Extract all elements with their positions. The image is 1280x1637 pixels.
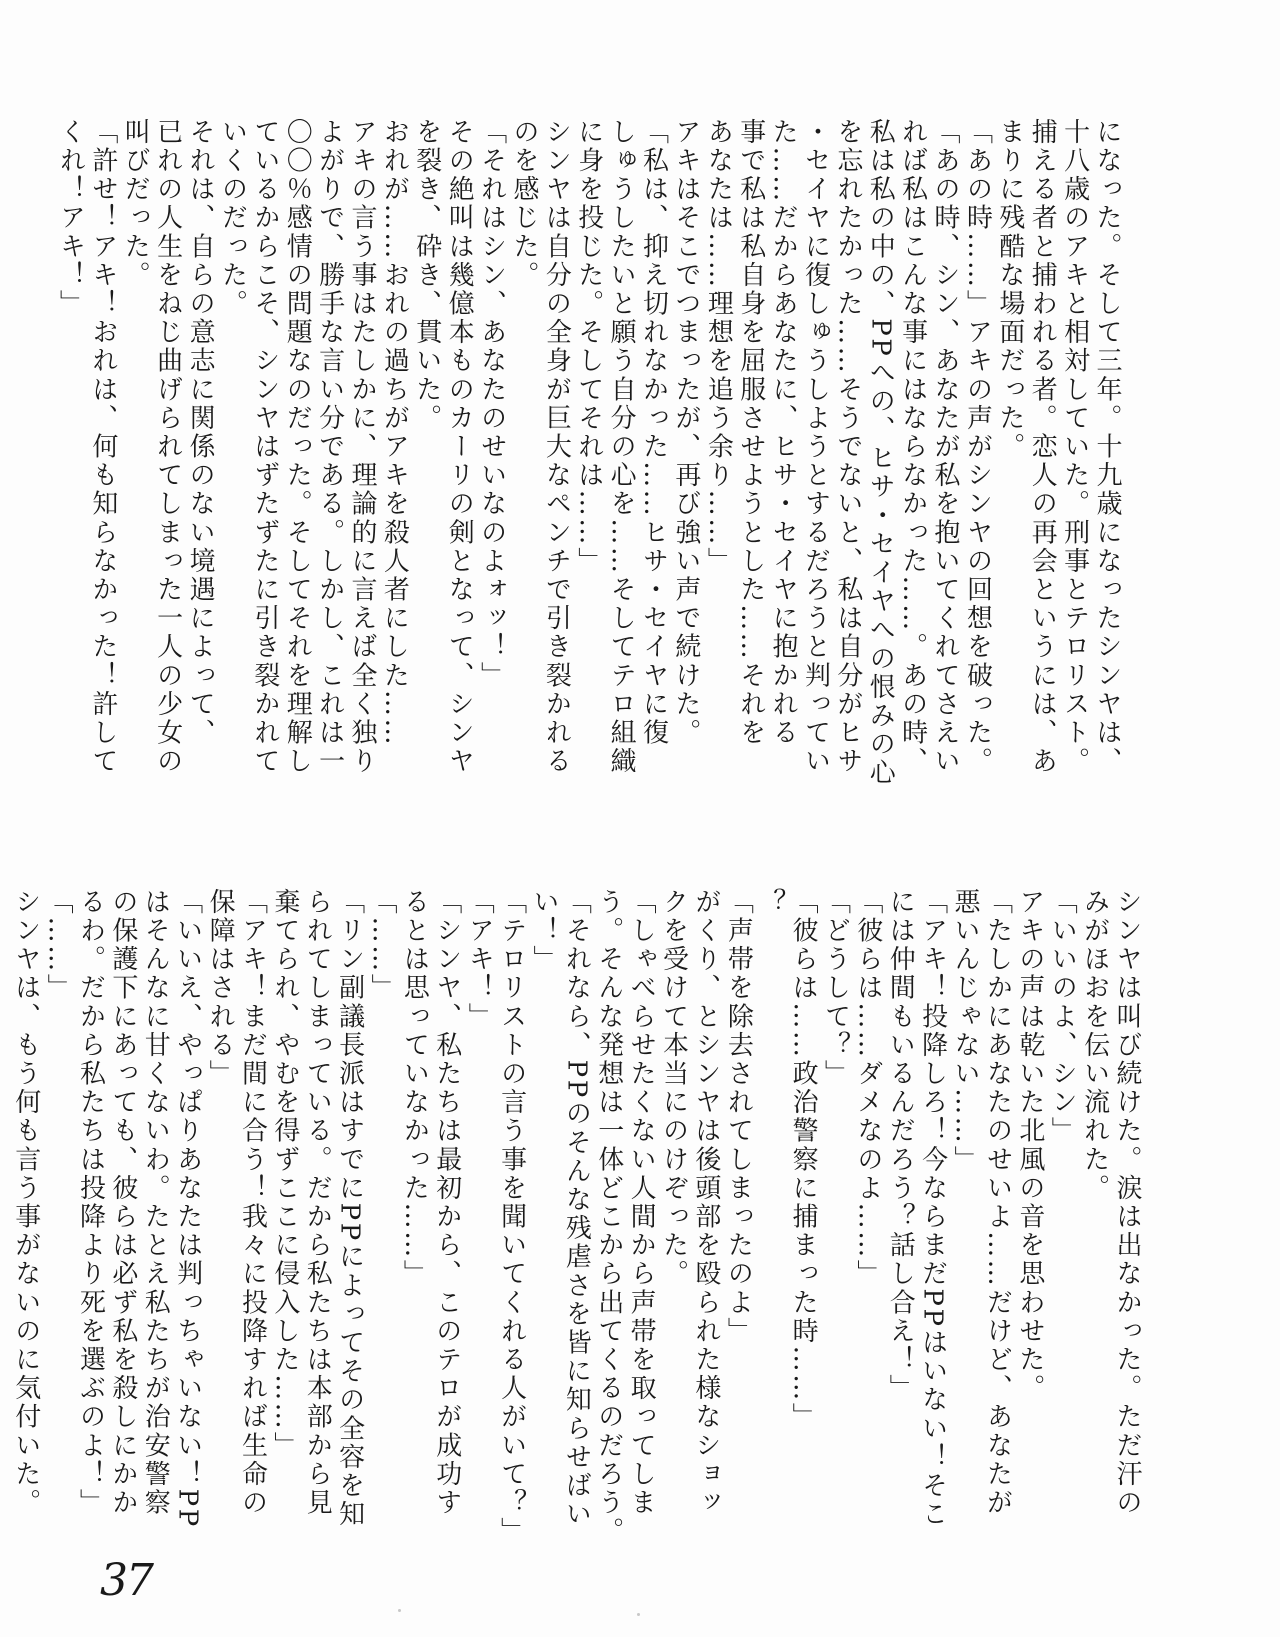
text-column: 「いいのよ、シン」 (1047, 888, 1078, 1146)
text-column: 「許せ！アキ！おれは、何も知らなかった！許して (87, 118, 118, 776)
text-column: を裂き、砕き、貫いた。 (411, 118, 442, 433)
scan-speck (637, 1613, 640, 1616)
text-column: 〇〇％感情の問題なのだった。そしてそれを理解し (282, 118, 313, 776)
text-column: アキの声は乾いた北風の音を思わせた。 (1014, 888, 1045, 1403)
text-column: 「たしかにあなたのせいよ……だけど、あなたが (982, 888, 1013, 1518)
text-column: 「リン副議長派はすでにPPによってその全容を知 (334, 888, 365, 1529)
text-column: がくり、とシンヤは後頭部を殴られた様なショッ (690, 888, 721, 1518)
text-column: られてしまっている。だから私たちは本部から見 (302, 888, 333, 1518)
text-column: シンヤは自分の全身が巨大なペンチで引き裂かれる (541, 118, 572, 776)
text-column: その絶叫は幾億本ものカーリの剣となって、シンヤ (444, 118, 475, 776)
text-column: はそんなに甘くないわ。たとえ私たちが治安警察 (140, 888, 171, 1518)
text-column: 捕える者と捕われる者。恋人の再会というには、あ (1027, 118, 1058, 776)
page-number: 37 (100, 1555, 152, 1606)
text-column: 悪いんじゃない……」 (950, 888, 981, 1174)
text-column: ・セイヤに復しゅうしようとするだろうと判ってい (800, 118, 831, 776)
top-text-block (55, 118, 1122, 808)
text-column: 「彼らは……ダメなのよ……」 (852, 888, 883, 1289)
text-column: みがほおを伝い流れた。 (1079, 888, 1110, 1203)
text-column: 事で私は私自身を屈服させようとした……それを (735, 118, 766, 748)
text-column: の保護下にあっても、彼らは必ず私を殺しにかか (107, 888, 138, 1518)
text-column: 「あの時……」アキの声がシンヤの回想を破った。 (962, 118, 993, 776)
text-column: れば私はこんな事にはならなかった……。あの時、 (897, 118, 928, 776)
text-column: るとは思っていなかった……」 (399, 888, 430, 1289)
text-column: 「どうして？」 (820, 888, 851, 1089)
scan-speck (398, 1609, 401, 1612)
text-column: 「しゃべらせたくない人間から声帯を取ってしま (626, 888, 657, 1518)
text-column: しゅうしたいと願う自分の心を……そしてテロ組織 (606, 118, 637, 776)
text-column: ？ (755, 888, 786, 917)
text-column: いくのだった。 (217, 118, 248, 319)
text-column: 「それはシン、あなたのせいなのよォッ！」 (476, 118, 507, 690)
text-column: まりに残酷な場面だった。 (994, 118, 1025, 462)
text-column: 「私は、抑え切れなかった……ヒサ・セイヤに復 (638, 118, 669, 748)
text-column: 保障はされる」 (205, 888, 236, 1089)
text-column: 「いいえ、やっぱりあなたは判っちゃいない！PP (172, 888, 203, 1529)
text-column: アキはそこでつまったが、再び強い声で続けた。 (670, 118, 701, 748)
text-column: い！」 (528, 888, 559, 974)
text-column: 「それなら、PPのそんな残虐さを皆に知らせばい (561, 888, 592, 1529)
text-column: 「アキ！まだ間に合う！我々に投降すれば生命の (237, 888, 268, 1518)
text-column: それは、自らの意志に関係のない境遇によって、 (185, 118, 216, 748)
text-column: には仲間もいるんだろう？話し合え！」 (885, 888, 916, 1403)
text-column: 「アキ！」 (464, 888, 495, 1031)
text-column: 「テロリストの言う事を聞いてくれる人がいて？」 (496, 888, 527, 1546)
text-column: を忘れたかった……そうでないと、私は自分がヒサ (832, 118, 863, 776)
text-column: ているからこそ、シンヤはずたずたに引き裂かれて (249, 118, 280, 776)
text-column: シンヤは叫び続けた。涙は出なかった。ただ汗の (1112, 888, 1142, 1518)
text-column: あなたは……理想を追う余り……」 (703, 118, 734, 576)
text-column: 十八歳のアキと相対していた。刑事とテロリスト。 (1059, 118, 1090, 776)
text-column: に身を投じた。そしてそれは……」 (573, 118, 604, 576)
text-column: 「……」 (367, 888, 398, 1003)
text-column: よがりで、勝手な言い分である。しかし、これは一 (314, 118, 345, 776)
text-column: 「……」 (43, 888, 74, 1003)
text-column: るわ。だから私たちは投降より死を選ぶのよ！」 (75, 888, 106, 1518)
text-column: アキの言う事はたしかに、理論的に言えば全く独り (347, 118, 378, 776)
text-column: 「声帯を除去されてしまったのよ」 (723, 888, 754, 1346)
text-column: 「あの時、シン、あなたが私を抱いてくれてさえい (930, 118, 961, 776)
text-column: 「彼らは……政治警察に捕まった時……」 (788, 888, 819, 1432)
text-column: 已れの人生をねじ曲げられてしまった一人の少女の (152, 118, 183, 776)
text-column: 私は私の中の、PPへの、ヒサ・セイヤへの恨みの心 (865, 118, 896, 788)
text-column: のを感じた。 (508, 118, 539, 290)
text-column: になった。そして三年。十九歳になったシンヤは、 (1092, 118, 1122, 776)
text-column: シンヤは、もう何も言う事がないのに気付いた。 (10, 888, 41, 1518)
text-column: 叫びだった。 (120, 118, 151, 290)
text-column: 「アキ！投降しろ！今ならまだPPはいない！そこ (917, 888, 948, 1529)
text-column: くれ！アキ！」 (55, 118, 86, 319)
text-column: 「シンヤ、私たちは最初から、このテロが成功す (431, 888, 462, 1518)
text-column: おれが……おれの過ちがアキを殺人者にした…… (379, 118, 410, 748)
text-column: た……だからあなたに、ヒサ・セイヤに抱かれる (768, 118, 799, 748)
bottom-text-block (10, 888, 1142, 1578)
text-column: 棄てられ、やむを得ずここに侵入した……」 (269, 888, 300, 1460)
text-column: う。そんな発想は一体どこから出てくるのだろう。 (593, 888, 624, 1546)
text-column: クを受けて本当にのけぞった。 (658, 888, 689, 1289)
